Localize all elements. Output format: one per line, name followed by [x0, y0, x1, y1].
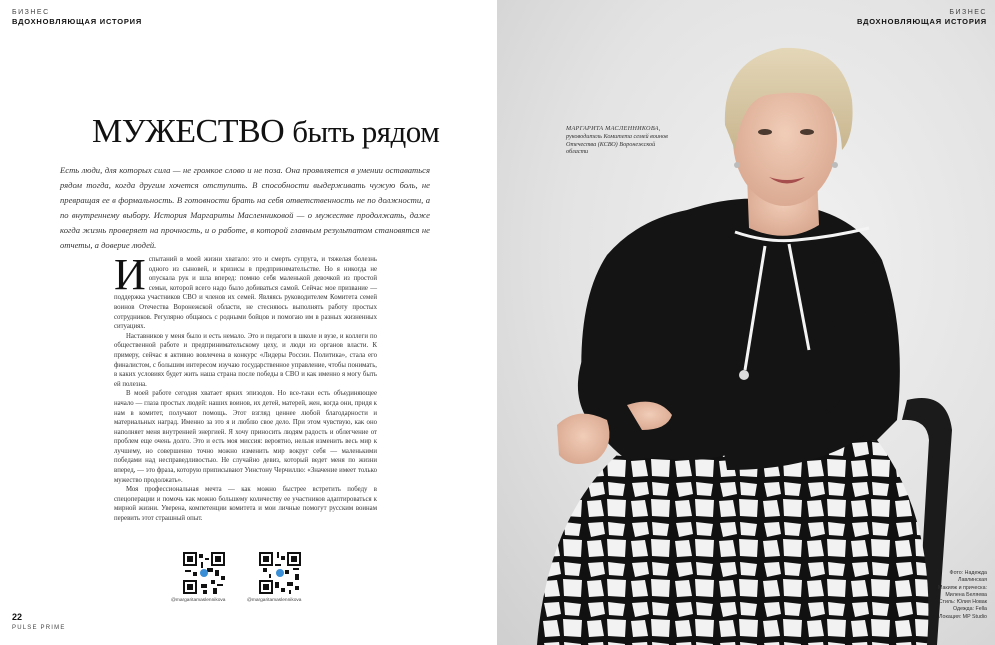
credit-line: Макияж и прическа: [938, 584, 987, 591]
qr-code-1[interactable] [183, 552, 225, 594]
caption-role: руководитель Комитета семей воинов Отечества (КСВО) Воронежской области [566, 132, 668, 156]
photo-caption [566, 125, 676, 156]
article-paragraph: Наставников у меня было и есть немало. Это и педагоги в школе и вузе, и коллеги по общественной работе и предпринимательскому цеху, и люди из органов власти. К примеру, сейчас я активно вовлечена в конкурс «Лидеры России. Политика», стала его финалистом, с большим интересом изучаю государственное управление, чтобы понимать, в каких условиях будет жить наша страна после победы в СВО и как именно я могу быть ей полезна. [114, 332, 377, 388]
qr-handle-1: @margaritamaslennikova [171, 598, 226, 603]
section-rubric: ВДОХНОВЛЯЮЩАЯ ИСТОРИЯ [12, 17, 143, 26]
drop-cap: И [114, 250, 146, 299]
credit-line: Одежда: Fella [953, 606, 987, 613]
qr-handle-2: @margaritamaslennikova [247, 598, 302, 603]
article-body [114, 250, 377, 524]
section-header-right [857, 9, 987, 26]
credit-line: Фото: Надежда [949, 570, 987, 576]
credit-line: Стиль: Юлия Новак [938, 599, 987, 606]
portrait-photo [497, 0, 995, 645]
section-category: БИЗНЕС [949, 9, 987, 16]
article-paragraph: В моей работе сегодня хватает ярких эпизодов. Но все-таки есть объединяющее начало — глаза простых людей: наших воинов, их детей, матерей, жен, когда они, придя к нам в комитет, получают помощь. Этот взгляд ценнее любой благодарности и материальных наград. Именно за это я и люблю свое дело. При этом чувствую, как оно наполняет меня внутренней энергией. Я хочу приносить людям радость и облегчение от проблем еще очень долго. Это и есть моя миссия: вероятно, нельзя изменить весь мир к лучшему, но совершенно точно можно изменить мир вокруг себя — маленькими победами над несправедливостью. Не случайно девиз, который ведет меня по жизни вперед, — это фраза, которую приписывают Уинстону Черчиллю: «Значение имеет только мужество продолжать». [114, 390, 377, 484]
article-paragraph: Испытаний в моей жизни хватало: это и смерть супруга, и тяжелая болезнь одного из сыновей, и кризисы в предпринимательстве. Но я никогда не опускала рук и шла вперед: помню себя маленькой девочкой из простой семьи, которой всего надо было добиваться самой. Сейчас мое призвание — поддержка участников СВО и членов их семей. Являясь руководителем Комитета семей воинов Отечества Воронежской области, не стесняюсь выполнять работу простых сотрудников. Регулярно общаюсь с родными бойцов и помогаю им в разных жизненных ситуациях. [114, 250, 377, 331]
article-lead: Есть люди, для которых сила — не громкое слово и не поза. Она проявляется в умении оставаться рядом тогда, когда другим хочется отступить. В способности выдерживать чужую боль, не превращая ее в формальность. В готовности брать на себя ответственность не по должности, а по внутреннему выбору. История Маргариты Масленниковой — о мужестве продолжать, даже когда жизнь проверяет на прочность, и о работе, в которой главным результатом становятся не отчеты, а доверие людей. [60, 165, 430, 250]
section-category: БИЗНЕС [12, 9, 50, 16]
article-headline [92, 113, 439, 151]
credit-line: Милена Беляева [945, 591, 987, 598]
photo-credits [887, 570, 987, 621]
headline-upper: МУЖЕСТВО [92, 113, 285, 150]
right-page [497, 0, 995, 645]
credit-line: Лавлинская [958, 577, 987, 584]
page-number: 22 [12, 612, 23, 622]
article-paragraph: Моя профессиональная мечта — как можно быстрее встретить победу в спецоперации и помочь как можно большему количеству ее участников адаптироваться к мирной жизни. Уверена, компетенции комитета и мои личные помогут русским воинам перевить этот страшный опыт. [114, 486, 377, 523]
caption-name: МАРГАРИТА МАСЛЕННИКОВА, [566, 125, 661, 132]
credit-line: Локация: MP Studio [939, 613, 987, 620]
qr-code-icon [183, 552, 225, 594]
qr-code-icon [259, 552, 301, 594]
section-header [12, 9, 142, 26]
qr-code-2[interactable] [259, 552, 301, 594]
headline-lower: быть рядом [292, 114, 440, 149]
magazine-brand: PULSE PRIME [12, 625, 66, 631]
section-rubric: ВДОХНОВЛЯЮЩАЯ ИСТОРИЯ [856, 17, 987, 26]
left-page [0, 0, 497, 645]
